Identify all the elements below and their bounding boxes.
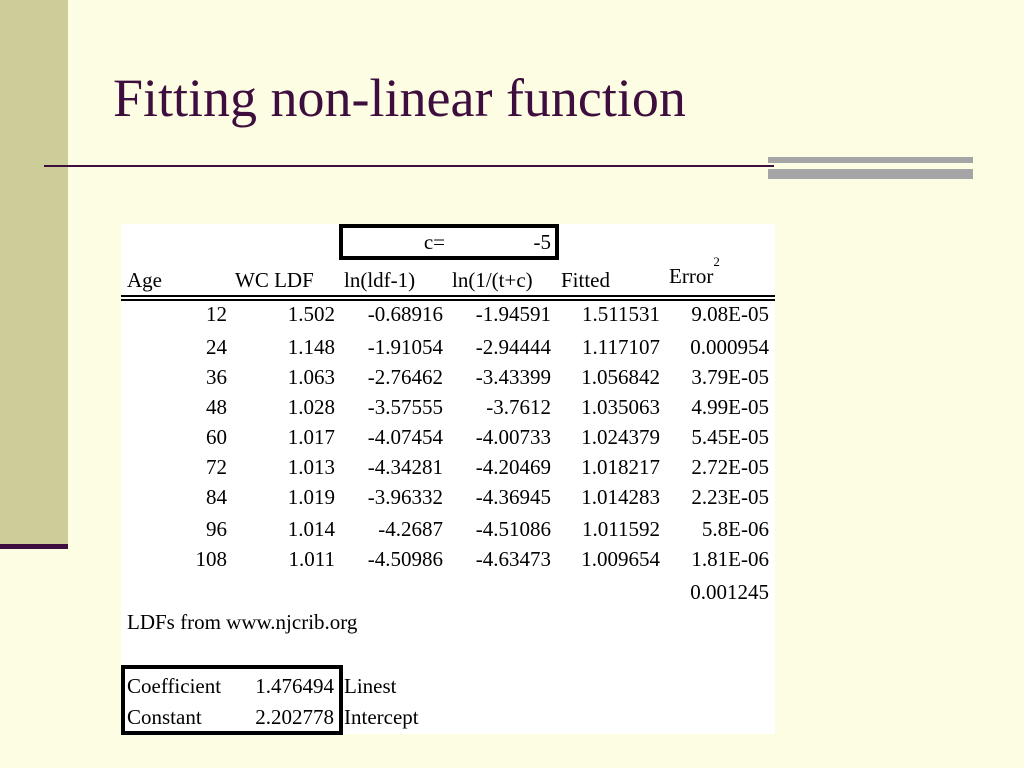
cell-fitted: 1.035063 xyxy=(581,395,660,419)
cell-ln-t: -1.94591 xyxy=(475,302,551,326)
constant-label: Constant xyxy=(127,705,202,729)
cell-fitted: 1.117107 xyxy=(582,335,660,359)
cell-age: 108 xyxy=(195,547,227,571)
cell-wc-ldf: 1.148 xyxy=(287,335,335,359)
param-label: c= xyxy=(423,230,445,254)
cell-fitted: 1.056842 xyxy=(581,365,660,389)
header-rule-top xyxy=(121,295,775,297)
cell-age: 84 xyxy=(206,485,227,509)
cell-ln-t: -3.7612 xyxy=(486,395,551,419)
cell-error: 5.45E-05 xyxy=(691,425,769,449)
header-ln-ldf: ln(ldf-1) xyxy=(344,268,416,292)
cell-wc-ldf: 1.019 xyxy=(287,485,335,509)
slide-title: Fitting non-linear function xyxy=(113,68,686,128)
cell-error: 5.8E-06 xyxy=(701,517,769,541)
cell-ln-ldf: -0.68916 xyxy=(367,302,443,326)
cell-error: 9.08E-05 xyxy=(691,302,769,326)
decorative-bar-top xyxy=(768,157,973,163)
cell-wc-ldf: 1.013 xyxy=(287,455,335,479)
cell-fitted: 1.009654 xyxy=(581,547,660,571)
header-wc-ldf: WC LDF xyxy=(235,268,314,292)
coefficient-value: 1.476494 xyxy=(255,674,334,698)
cell-error: 3.79E-05 xyxy=(691,365,769,389)
coefficient-label: Coefficient xyxy=(127,674,222,698)
cell-ln-t: -2.94444 xyxy=(475,335,551,359)
cell-ln-t: -3.43399 xyxy=(475,365,551,389)
cell-age: 48 xyxy=(206,395,227,419)
cell-ln-ldf: -4.50986 xyxy=(367,547,443,571)
constant-note: Intercept xyxy=(344,705,419,729)
header-ln-t: ln(1/(t+c) xyxy=(452,268,533,292)
cell-ln-t: -4.36945 xyxy=(475,485,551,509)
constant-value: 2.202778 xyxy=(255,705,334,729)
cell-fitted: 1.011592 xyxy=(582,517,660,541)
cell-error: 0.000954 xyxy=(690,335,769,359)
cell-wc-ldf: 1.028 xyxy=(287,395,335,419)
side-accent-bar xyxy=(0,0,68,548)
cell-error: 1.81E-06 xyxy=(691,547,769,571)
header-error-label: Error xyxy=(669,264,714,288)
cell-ln-ldf: -4.34281 xyxy=(367,455,443,479)
title-divider xyxy=(44,165,774,167)
cell-fitted: 1.018217 xyxy=(581,455,660,479)
cell-ln-ldf: -4.2687 xyxy=(378,517,443,541)
cell-wc-ldf: 1.011 xyxy=(288,547,335,571)
cell-ln-t: -4.20469 xyxy=(475,455,551,479)
cell-ln-ldf: -4.07454 xyxy=(367,425,443,449)
cell-ln-ldf: -2.76462 xyxy=(367,365,443,389)
cell-ln-t: -4.51086 xyxy=(475,517,551,541)
cell-fitted: 1.014283 xyxy=(581,485,660,509)
header-error xyxy=(669,254,720,288)
coefficient-note: Linest xyxy=(344,674,397,698)
source-note: LDFs from www.njcrib.org xyxy=(127,610,358,634)
cell-age: 60 xyxy=(206,425,227,449)
cell-age: 96 xyxy=(206,517,227,541)
cell-ln-ldf: -3.57555 xyxy=(367,395,443,419)
error-total: 0.001245 xyxy=(690,580,769,604)
cell-ln-t: -4.63473 xyxy=(475,547,551,571)
cell-error: 4.99E-05 xyxy=(691,395,769,419)
header-rule-bottom xyxy=(121,299,775,301)
cell-age: 12 xyxy=(206,302,227,326)
side-accent-line xyxy=(0,544,68,549)
param-value: -5 xyxy=(533,230,551,254)
header-age: Age xyxy=(127,268,162,292)
cell-error: 2.23E-05 xyxy=(691,485,769,509)
header-fitted: Fitted xyxy=(561,268,611,292)
cell-wc-ldf: 1.063 xyxy=(287,365,335,389)
cell-fitted: 1.024379 xyxy=(581,425,660,449)
cell-error: 2.72E-05 xyxy=(691,455,769,479)
cell-age: 72 xyxy=(206,455,227,479)
spreadsheet-table xyxy=(121,224,775,734)
cell-wc-ldf: 1.014 xyxy=(287,517,335,541)
header-error-superscript: 2 xyxy=(713,254,720,269)
cell-wc-ldf: 1.502 xyxy=(287,302,335,326)
cell-ln-ldf: -1.91054 xyxy=(367,335,443,359)
cell-fitted: 1.511531 xyxy=(582,302,660,326)
decorative-bar-bottom xyxy=(768,169,973,179)
cell-age: 36 xyxy=(206,365,227,389)
cell-wc-ldf: 1.017 xyxy=(287,425,335,449)
cell-ln-ldf: -3.96332 xyxy=(367,485,443,509)
cell-ln-t: -4.00733 xyxy=(475,425,551,449)
cell-age: 24 xyxy=(206,335,227,359)
